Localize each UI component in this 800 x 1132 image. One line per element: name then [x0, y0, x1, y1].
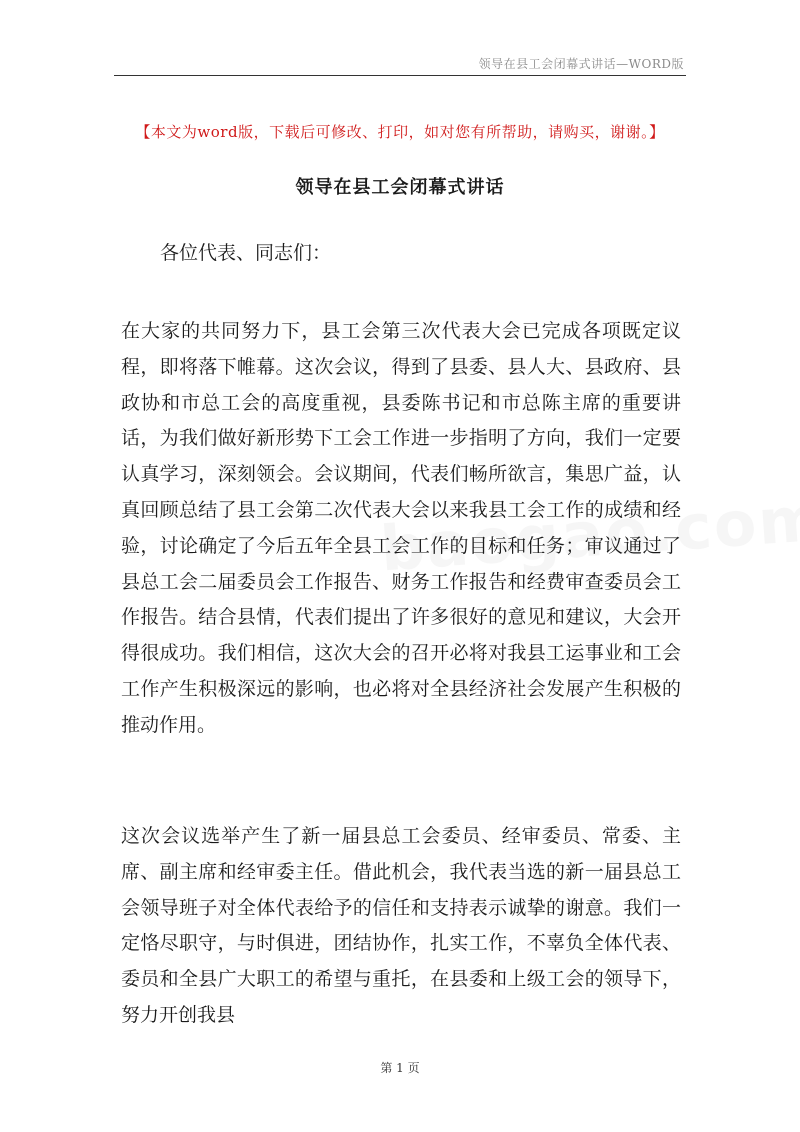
- salutation: 各位代表、同志们：: [160, 242, 332, 264]
- page-number: 第 1 页: [380, 1061, 420, 1075]
- download-notice: 【本文为word版，下载后可修改、打印，如对您有所帮助，请购买，谢谢。】: [135, 123, 665, 141]
- header-divider: [114, 75, 686, 76]
- body-paragraph-2: 这次会议选举产生了新一届县总工会委员、经审委员、常委、主席、副主席和经审委主任。借此机会，我代表当选的新一届县总工会领导班子对全体代表给予的信任和支持表示诚挚的谢意。我们一定恪尽职守，与时俱进，团结协作，扎实工作，不辜负全体代表、委员和全县广大职工的希望与重托，在县委和上级工会的领导下，努力开创我县: [121, 825, 681, 1026]
- document-title: 领导在县工会闭幕式讲话: [295, 177, 505, 198]
- running-header: 领导在县工会闭幕式讲话—WORD版: [478, 57, 684, 71]
- body-paragraph-1: 在大家的共同努力下，县工会第三次代表大会已完成各项既定议程，即将落下帷幕。这次会议，得到了县委、县人大、县政府、县政协和市总工会的高度重视，县委陈书记和市总陈主席的重要讲话，为我们做好新形势下工会工作进一步指明了方向，我们一定要认真学习，深刻领会。会议期间，代表们畅所欲言，集思广益，认真回顾总结了县工会第二次代表大会以来我县工会工作的成绩和经验，讨论确定了今后五年全县工会工作的目标和任务；审议通过了县总工会二届委员会工作报告、财务工作报告和经费审查委员会工作报告。结合县情，代表们提出了许多很好的意见和建议，大会开得很成功。我们相信，这次大会的召开必将对我县工运事业和工会工作产生积极深远的影响，也必将对全县经济社会发展产生积极的推动作用。: [121, 320, 681, 736]
